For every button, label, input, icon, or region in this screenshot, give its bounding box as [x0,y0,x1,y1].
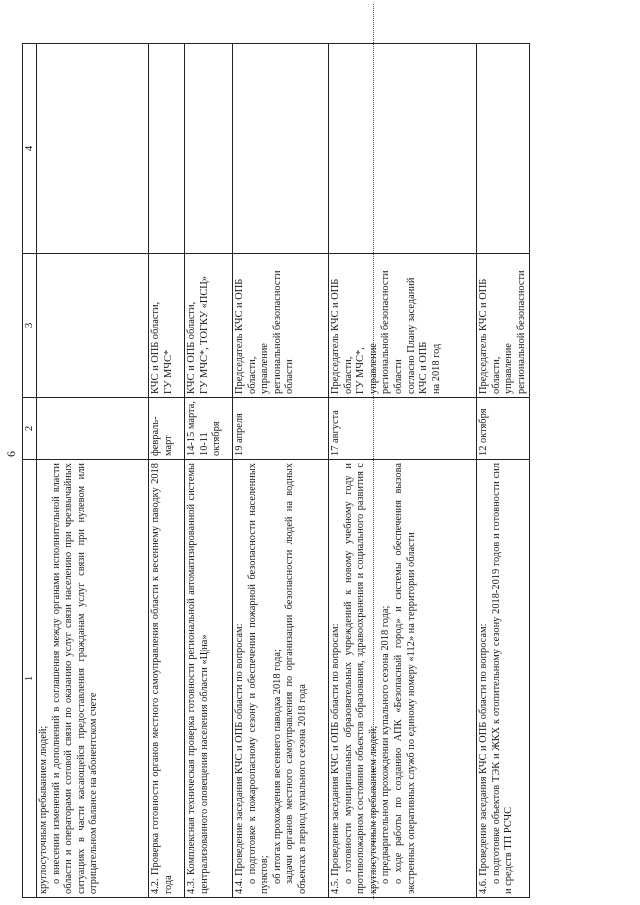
row-date: 12 октября [477,398,530,460]
row-responsible [329,254,477,398]
responsible-line: КЧС и ОПБ области, [150,301,161,394]
header-col-3: 3 [23,254,37,398]
row-date: 14-15 марта, 10-11 октября [185,398,233,460]
responsible-line: согласно Плану заседаний КЧС и ОПБ [405,277,430,394]
agenda-item: о подготовке к пожароопасному сезону и обеспечении пожарной безопасности населенных пунктов; [246,463,271,894]
row-note [477,44,530,254]
page-number: 6 [4,451,18,457]
responsible-line: региональной безопасности [271,270,283,394]
responsible-line: Председатель КЧС и ОПБ области, [234,278,258,394]
row-note [329,44,477,254]
row-title-text: 4.6. Проведение заседания КЧС и ОПБ области по вопросам: [478,623,489,894]
cell-empty [37,254,149,398]
responsible-line: управление [503,343,515,394]
row-title: 4.3. Комплексная техническая проверка готовности региональной автоматизированной системы централизованного оповещения населения области «Ц|на» [185,460,233,898]
agenda-item: о ходе работы по созданию АПК «Безопасный город» и системы обеспечения вызова экстренных оперативных служб по единому номеру «112» на территории области [392,463,417,894]
responsible-line: ГУ МЧС* [162,349,174,394]
responsible-line: КЧС и ОПБ области, [186,301,197,394]
responsible-line: региональной безопасности [380,270,392,394]
row-date: 19 апреля [233,398,329,460]
row-title [233,460,329,898]
agenda-item: о готовности муниципальных образовательных учреждений к новому учебному году и противопожарном состоянии объектов образования, здравоохранения и социального развития с круглосуточным пребыванием людей; [342,463,379,894]
row-responsible [149,254,185,398]
header-col-1: 1 [23,460,37,898]
responsible-line: на 2018 год [430,343,442,394]
table-row [477,44,530,898]
responsible-line: области [284,359,296,394]
continuation-line: круглосуточным пребыванием людей; [38,725,49,894]
cell-empty [37,398,149,460]
header-col-4: 4 [23,44,37,254]
row-responsible [477,254,530,398]
responsible-line: управление [259,343,271,394]
agenda-item: задачи органов местного самоуправления по организации безопасности людей на водных объектах в период купального сезона 2018 года [284,463,308,894]
row-title [477,460,530,898]
table-header-row [23,44,37,898]
table-row-continuation [37,44,149,898]
continuation-line: о внесении изменений и дополнений в соглашения между органами исполнительной власти области и операторами сотовой связи по оказанию услуг связи населению при чрезвычайных ситуациях в части касающейся предоставления гражданам услуг связи при нулевом или отрицательном балансе на абонентском счете [50,463,100,894]
row-responsible [233,254,329,398]
row-note [149,44,185,254]
responsible-line: области [392,359,404,394]
continuation-cell [37,460,149,898]
plan-table [22,43,530,898]
cell-empty [37,44,149,254]
agenda-item: о предварительном прохождении купального сезона 2018 года; [380,605,392,884]
row-title [329,460,477,898]
table-row [149,44,185,898]
responsible-line: ГУ МЧС*, ТОГКУ «ПСЦ» [198,275,210,394]
row-title-text: 4.5. Проведение заседания КЧС и ОПБ области по вопросам: [330,623,341,894]
row-note [233,44,329,254]
responsible-line: Председатель КЧС и ОПБ области, [478,278,502,394]
row-date: 17 августа [329,398,477,460]
row-title-text: 4.4. Проведение заседания КЧС и ОПБ области по вопросам: [234,623,245,894]
row-responsible [185,254,233,398]
table-row [329,44,477,898]
row-note [185,44,233,254]
responsible-line: региональной безопасности [515,270,527,394]
agenda-item: об итогах прохождения весеннего паводка 2018 года; [271,649,283,884]
responsible-line: управление [367,343,379,394]
header-col-2: 2 [23,398,37,460]
agenda-item: о подготовке объектов ТЭК и ЖКХ к отопительному сезону 2018-2019 годов и готовности сил и средств ТП РСЧС [490,463,515,894]
responsible-line: ГУ МЧС*, [355,347,367,394]
responsible-line: Председатель КЧС и ОПБ области, [330,278,354,394]
table-row [185,44,233,898]
table-row [233,44,329,898]
row-title: 4.2. Проверка готовности органов местного самоуправления области к весеннему паводку 2018 года [149,460,185,898]
row-date: февраль-март [149,398,185,460]
